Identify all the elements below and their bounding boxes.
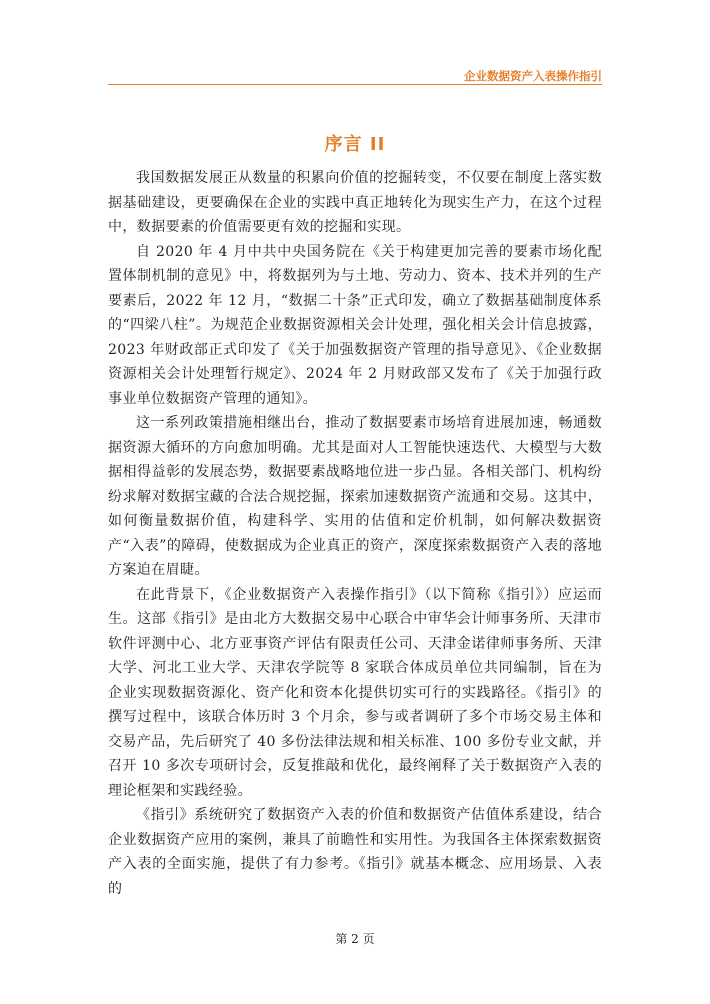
paragraph-4: 在此背景下，《企业数据资产入表操作指引》（以下简称《指引》）应运而生。这部《指引》是由北方大数据交易中心联合中审华会计师事务所、天津市软件评测中心、北方亚事资产评估有限责任公司、天津金诺律师事务所、天津大学、河北工业大学、天津农学院等 8 家联合体成员单位共同编制，旨在为企业实现数据资源化、资产化和资本化提供切实可行的实践路径。《指引》的撰写过程中，该联合体历时 3 个月余，参与或者调研了多个市场交易主体和交易产品，先后研究了 40 多份法律法规和相关标准、100 多份专业文献，并召开 10 多次专项研讨会，反复推敲和优化，最终阐释了关于数据资产入表的理论框架和实践经验。 — [108, 586, 602, 799]
paragraph-5: 《指引》系统研究了数据资产入表的价值和数据资产估值体系建设，结合企业数据资产应用的案例，兼具了前瞻性和实用性。为我国各主体探索数据资产入表的全面实施，提供了有力参考。《指引》就基本概念、应用场景、入表的 — [108, 807, 602, 897]
page-number: 第 2 页 — [335, 932, 375, 946]
paragraph-2: 自 2020 年 4 月中共中央国务院在《关于构建更加完善的要素市场化配置体制机制的意见》中，将数据列为与土地、劳动力、资本、技术并列的生产要素后，2022 年 12 月，“数据二十条”正式印发，确立了数据基础制度体系的“四梁八柱”。为规范企业数据资源相关会计处理，强化相关会计信息披露，2023 年财政部正式印发了《关于加强数据资产管理的指导意见》、《企业数据资源相关会计处理暂行规定》、2024 年 2 月财政部又发布了《关于加强行政事业单位数据资产管理的通知》。 — [108, 243, 602, 407]
header-divider — [108, 84, 602, 85]
body-text — [108, 166, 602, 901]
section-title: 序言 II — [324, 134, 386, 155]
running-header-title: 企业数据资产入表操作指引 — [464, 69, 602, 83]
paragraph-1: 我国数据发展正从数量的积累向价值的挖掘转变，不仅要在制度上落实数据基础建设，更要确保在企业的实践中真正地转化为现实生产力，在这个过程中，数据要素的价值需要更有效的挖掘和实现。 — [108, 170, 602, 235]
paragraph-3: 这一系列政策措施相继出台，推动了数据要素市场培育进展加速，畅通数据资源大循环的方向愈加明确。尤其是面对人工智能快速迭代、大模型与大数据相得益彰的发展态势，数据要素战略地位进一步凸显。各相关部门、机构纷纷求解对数据宝藏的合法合规挖掘，探索加速数据资产流通和交易。这其中，如何衡量数据价值，构建科学、实用的估值和定价机制，如何解决数据资产“入表”的障碍，使数据成为企业真正的资产，深度探索数据资产入表的落地方案迫在眉睫。 — [108, 415, 602, 578]
